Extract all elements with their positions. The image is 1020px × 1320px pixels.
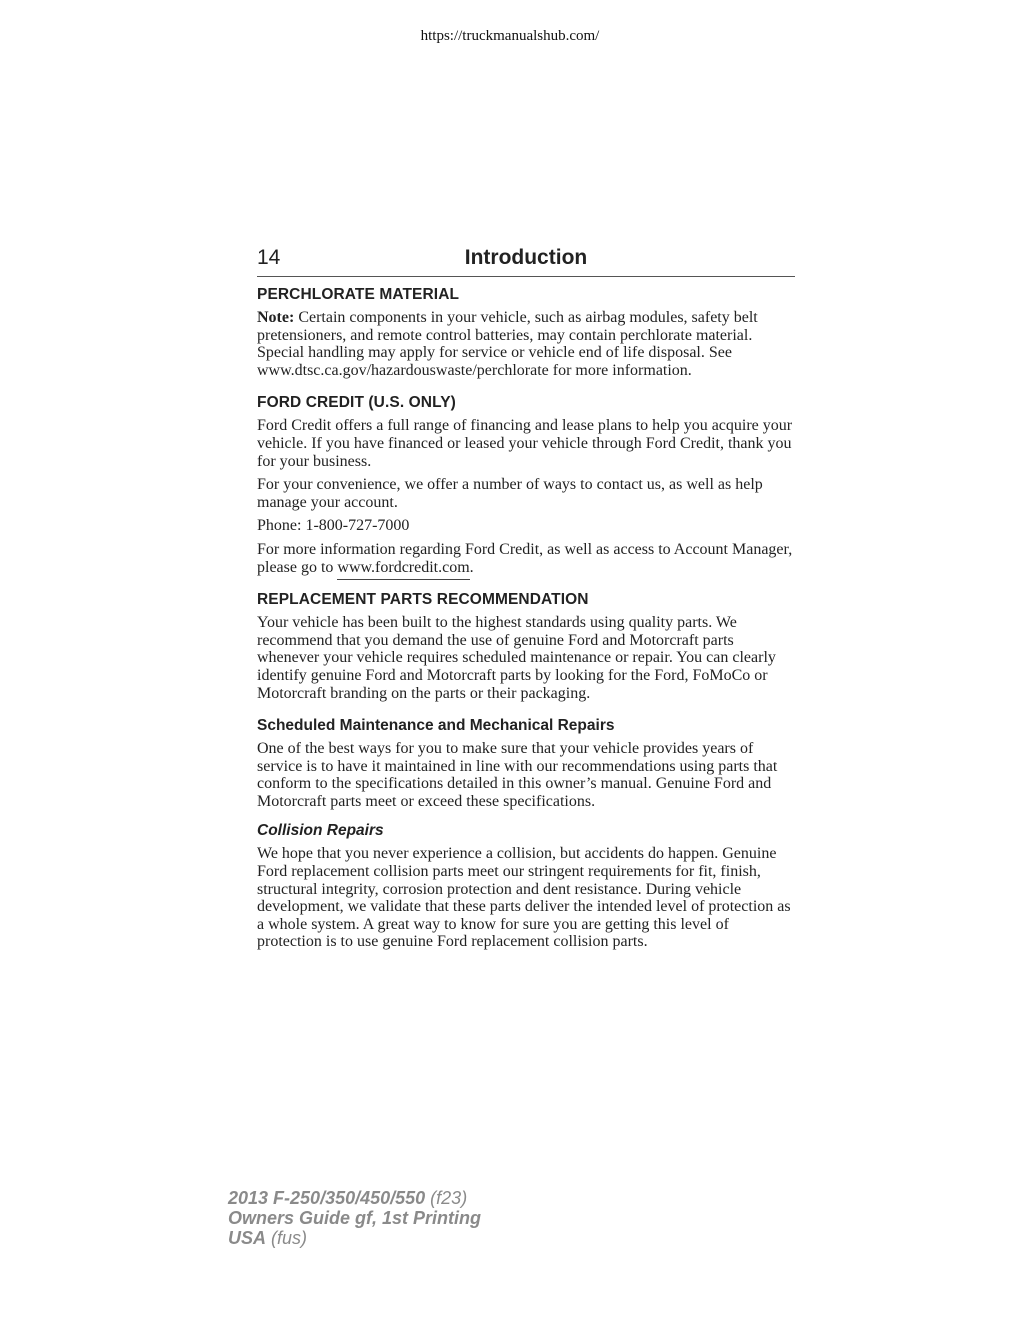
paragraph [257, 541, 797, 576]
note-paragraph [257, 309, 797, 379]
paragraph: Ford Credit offers a full range of financing and lease plans to help you acquire your vehicle. If you have financed or leased your vehicle through Ford Credit, thank you for your business. [257, 417, 793, 470]
section-ford-credit [257, 394, 797, 576]
paragraph: One of the best ways for you to make sure that your vehicle provides years of service is to have it maintained in line with our recommendations using parts that conform to the specifications detailed in this owner’s manual. Genuine Ford and Motorcraft parts meet or exceed these specifications. [257, 740, 778, 810]
footer-guide: Owners Guide gf, 1st Printing [228, 1208, 482, 1228]
paragraph: For your convenience, we offer a number of ways to contact us, as well as help manage your account. [257, 476, 763, 511]
section-replacement-parts [257, 591, 797, 702]
footer-line [228, 1228, 481, 1248]
section-scheduled-maintenance [257, 717, 797, 810]
source-url[interactable]: https://truckmanualshub.com/ [420, 28, 600, 44]
footer-line [228, 1208, 481, 1228]
chapter-title: Introduction [464, 246, 588, 269]
paragraph: We hope that you never experience a collision, but accidents do happen. Genuine Ford replacement collision parts meet our stringent requirements for fit, finish, structural integrity, corrosion protection and dent resistance. During vehicle development, we validate that these parts deliver the intended level of protection as a whole system. A great way to know for sure you are getting this level of protection is to use genuine Ford replacement collision parts. [257, 845, 791, 951]
footer-line [228, 1188, 481, 1208]
fordcredit-link[interactable]: www.fordcredit.com [337, 559, 469, 580]
phone-number: Phone: 1-800-727-7000 [257, 517, 410, 535]
note-label: Note: [257, 309, 295, 326]
footer-market: USA [228, 1228, 267, 1248]
page-header [257, 246, 795, 277]
paragraph-text: For more information regarding Ford Credit, as well as access to Account Manager, please go to [257, 540, 793, 576]
paragraph: Your vehicle has been built to the highest standards using quality parts. We recommend that you demand the use of genuine Ford and Motorcraft parts whenever your vehicle requires scheduled maintenance or repair. You can clearly identify genuine Ford and Motorcraft parts by looking for the Ford, FoMoCo or Motorcraft branding on the parts or their packaging. [257, 614, 776, 702]
note-text: Certain components in your vehicle, such as airbag modules, safety belt pretensioners, and remote control batteries, may contain perchlorate material. Special handling may apply for service or vehicle end of life disposal. See www.dtsc.ca.gov/hazardouswaste/perchlorate for more information. [257, 309, 758, 379]
section-heading: REPLACEMENT PARTS RECOMMENDATION [257, 591, 589, 609]
page-content [257, 286, 797, 966]
footer-code: (f23) [425, 1188, 468, 1208]
subsection-heading: Collision Repairs [257, 822, 384, 840]
subsection-heading: Scheduled Maintenance and Mechanical Repairs [257, 717, 615, 735]
page-footer [228, 1188, 481, 1248]
page-number: 14 [257, 246, 281, 269]
section-collision-repairs [257, 822, 797, 951]
footer-market-code: (fus) [266, 1228, 308, 1248]
section-perchlorate [257, 286, 797, 379]
section-heading: FORD CREDIT (U.S. ONLY) [257, 394, 456, 412]
paragraph-end: . [469, 558, 474, 576]
footer-model: 2013 F-250/350/450/550 [228, 1188, 426, 1208]
section-heading: PERCHLORATE MATERIAL [257, 286, 460, 303]
